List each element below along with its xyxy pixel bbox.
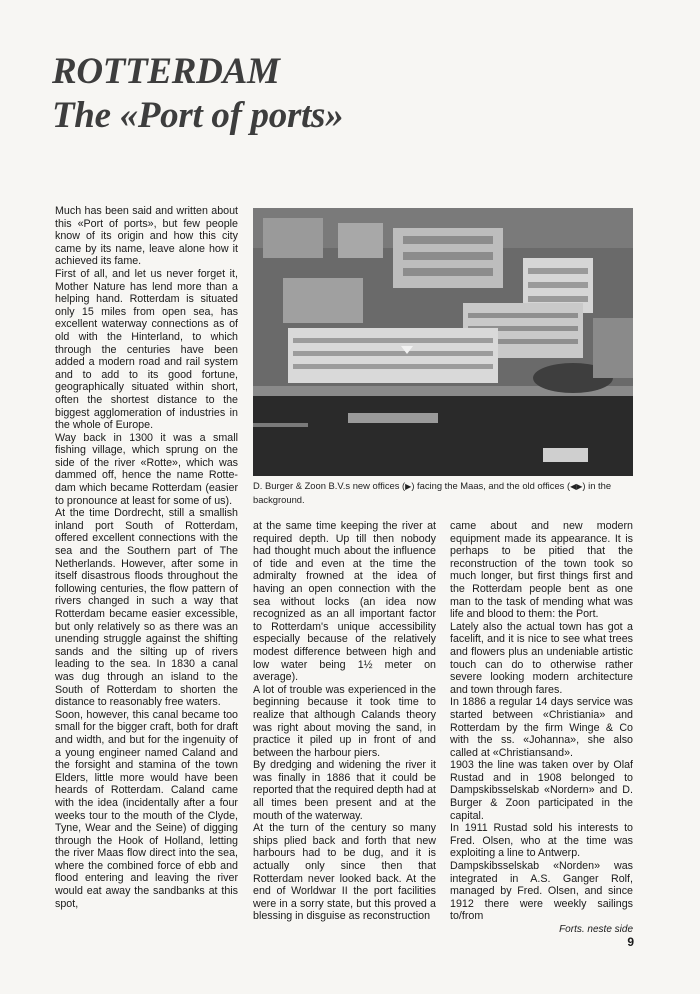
paragraph: at the same time keeping the river at required depth. Up till then nobody had thought much about the influence of tide and even at the time the admiralty frowned at the idea of having an open connection with the sea without locks (an idea now recognized as an all important factor to Rotterdam's unique accessibility especially because of the relatively modest difference between high and low water being 1½ meter on average). [253,520,436,684]
paragraph: In 1911 Rustad sold his interests to Fred. Olsen, who at the time was exploiting a line to Antwerp. [450,822,633,860]
paragraph: A lot of trouble was experienced in the beginning because it took time to realize that although Calands theory was right about moving the sand, in practice it piled up in front of and between the harbour piers. [253,683,436,759]
paragraph: At the time Dordrecht, still a smallish inland port South of Rotterdam, offered excellent connections with the sea and the Southern part of The Netherlands. However, after some in itself disastrous floods throughout the following centuries, the flow pattern of rivers changed in such a way that Rotterdam became easier excessible, but only relatively so as there was an unending struggle against the shifting sands and the silting up of rivers leading to the sea. In 1830 a canal was dug through an island to the South of Rotterdam to shorten the distance to reasonably free waters. [55,507,238,709]
aerial-photo [253,208,633,476]
paragraph: Way back in 1300 it was a small fishing village, which sprung on the side of the river «Rotte», which was dammed off, hence the name Rotte-dam which became Rotterdam (easier to pronounce at least for some of us). [55,431,238,507]
article-title [52,50,343,138]
paragraph: Soon, however, this canal became too small for the bigger craft, both for draft and width, and but for the ingenuity of a young engineer named Caland and the forsight and stamina of the town Elders, little more would have been heards of Rotterdam. Caland came with the idea (incidentally after a four weeks tour to the mouth of the Clyde, Tyne, Wear and the Seine) of digging through the Hook of Holland, letting the river Maas flow direct into the sea, where the combined force of ebb and flood entering and leaving the river would eat away the sandbanks at this spot, [55,708,238,910]
text-column-1 [55,205,238,910]
paragraph: Lately also the actual town has got a facelift, and it is nice to see what trees and flowers plus an undeniable artistic touch can do to otherwise rather severe looking modern architecture and town through fares. [450,620,633,696]
photo-caption: D. Burger & Zoon B.V.s new offices (▶) facing the Maas, and the old offices (◀▶) in the background. [253,480,612,505]
text-column-3 [450,520,633,937]
title-line-2: The «Port of ports» [52,95,344,136]
paragraph: First of all, and let us never forget it, Mother Nature has lend more than a helping hand. Rotterdam is situated only 15 miles from open sea, has excellent waterway connections as of old with the Hinterland, to which through the centuries have been added a modern road and rail system and to add to its good fortune, geographically situated within short, often the shortest distance to the biggest agglomeration of industries in the whole of Europe. [55,267,238,432]
paragraph: Dampskibsselskab «Norden» was integrated in A.S. Ganger Rolf, managed by Fred. Olsen, and since 1912 there were weekly sailings to/from [450,860,633,923]
double-arrow-icon: ◀▶ [570,482,583,491]
page-number: 9 [627,935,634,949]
paragraph: By dredging and widening the river it was finally in 1886 that it could be reported that the required depth had at all times been present and at the mouth of the waterway. [253,759,437,822]
paragraph: In 1886 a regular 14 days service was started between «Christiania» and Rotterdam by the firm Winge & Co with the ss. «Johanna», she also called at «Christiansand». [450,696,633,759]
continued-note: Forts. neste side [559,924,633,935]
paragraph: Much has been said and written about this «Port of ports», but few people know of its origin and how this city came by its name, leave alone how it achieved its fame. [55,205,238,268]
paragraph: 1903 the line was taken over by Olaf Rustad and in 1908 belonged to Dampskibsselskab «Nordern» and D. Burger & Zoon participated in the capital. [450,759,633,822]
title-line-1: ROTTERDAM [52,51,280,92]
play-arrow-icon: ▶ [405,482,412,491]
paragraph: At the turn of the century so many ships plied back and forth that new harbours had to be dug, and it is actually only since then that Rotterdam never looked back. At the end of Worldwar II the port facilities were in a sorry state, but this proved a blessing in disguise as reconstruction [253,822,436,923]
paragraph: came about and new modern equipment made its appearance. It is perhaps to be pitied that the reconstruction of the town took so much longer, but first things first and the Rotterdam people bent as one man to the task of mending what was life and blood to them: the Port. [450,520,633,621]
text-column-2 [253,520,436,923]
